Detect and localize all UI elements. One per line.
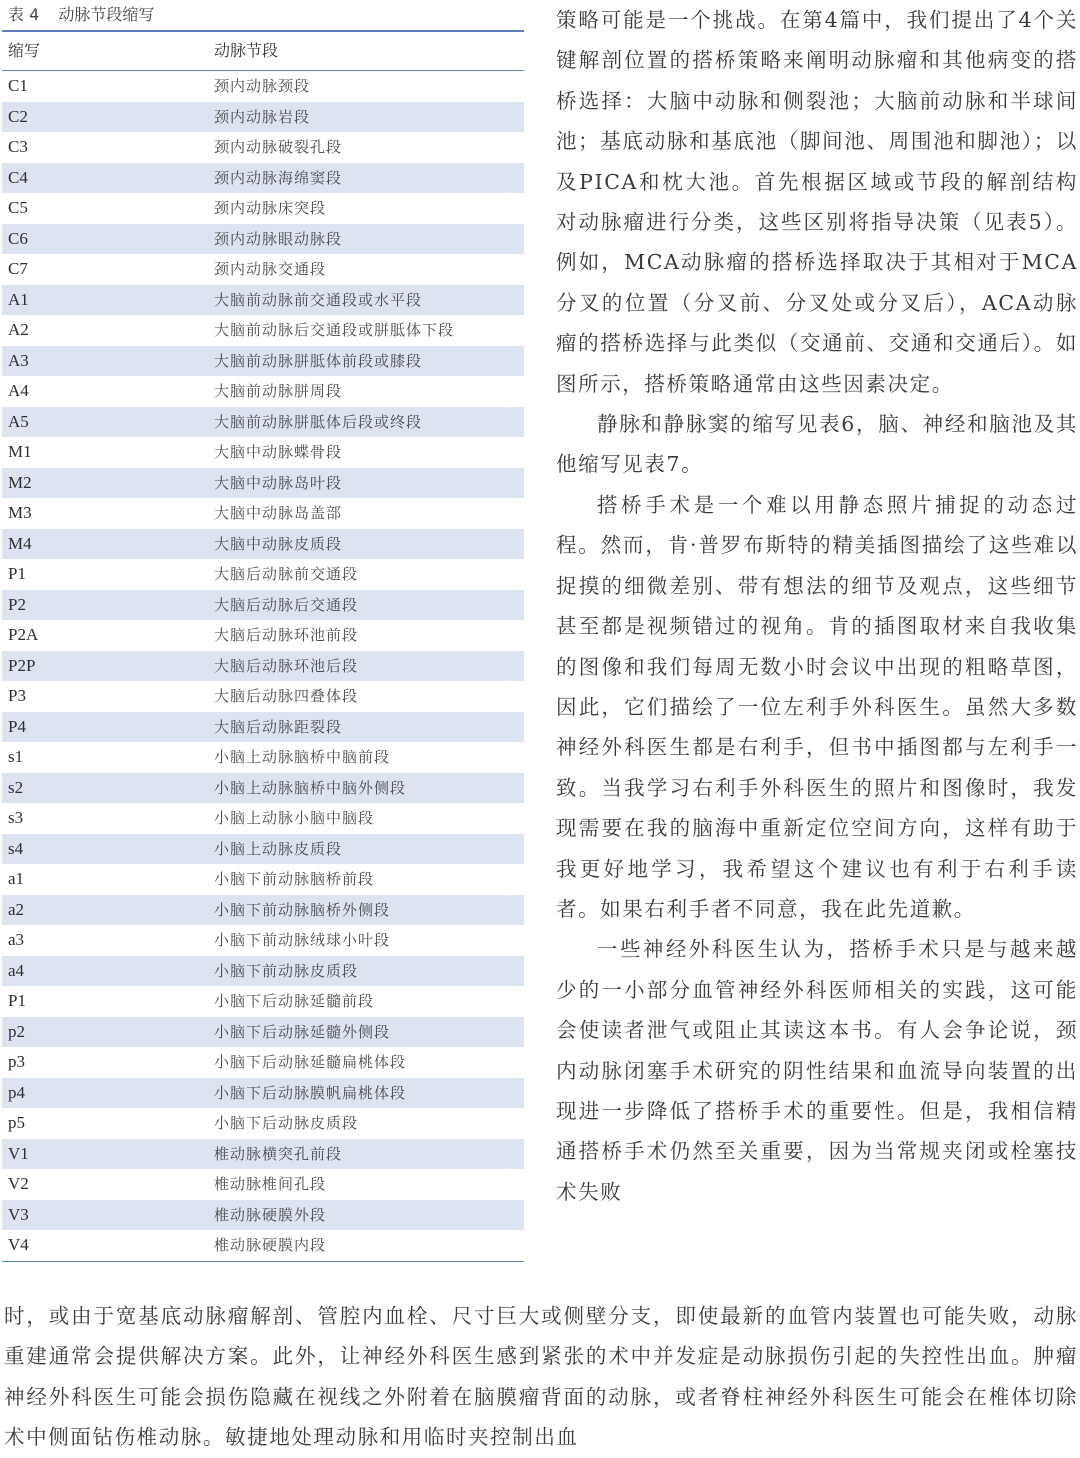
table-row [2, 834, 524, 865]
segment-cell: 颈内动脉床突段 [214, 199, 327, 217]
abbreviation-cell: A3 [8, 350, 29, 370]
abbreviation-cell: A1 [8, 289, 29, 309]
segment-cell: 椎动脉硬膜外段 [214, 1205, 327, 1224]
abbreviation-cell: P4 [8, 716, 26, 736]
table-row [2, 132, 524, 163]
abbreviation-cell: s3 [8, 808, 24, 827]
abbreviation-cell: P1 [8, 564, 26, 583]
abbreviation-cell: V4 [8, 1235, 29, 1254]
table-row [2, 712, 524, 743]
segment-cell: 大脑后动脉环池前段 [214, 626, 359, 644]
full-width-paragraph: 时，或由于宽基底动脉瘤解剖、管腔内血栓、尺寸巨大或侧壁分支，即使最新的血管内装置也可能失败，动脉重建通常会提供解决方案。此外，让神经外科医生感到紧张的术中并发症是动脉损伤引起的失控性出血。肿瘤神经外科医生可能会损伤隐藏在视线之外附着在脑膜瘤背面的动脉，或者脊柱神经外科医生可能会在椎体切除术中侧面钻伤椎动脉。敏捷地处理动脉和用临时夹控制出血 [4, 1304, 1078, 1450]
abbreviation-cell: C1 [8, 76, 28, 95]
segment-cell: 小脑下后动脉延髓扁桃体段 [214, 1053, 407, 1071]
table-row [2, 1017, 524, 1048]
table-row [2, 468, 524, 499]
table-row [2, 681, 524, 712]
segment-cell: 椎动脉椎间孔段 [214, 1175, 327, 1193]
abbreviation-cell: A2 [8, 320, 29, 339]
abbreviation-cell: C4 [8, 167, 28, 187]
table-row [2, 803, 524, 834]
table-row [2, 773, 524, 804]
table-row [2, 193, 524, 224]
abbreviation-cell: P2 [8, 594, 26, 614]
table-caption [2, 0, 524, 32]
abbreviation-cell: a1 [8, 869, 25, 888]
segment-cell: 颈内动脉眼动脉段 [214, 229, 343, 248]
table-row [2, 986, 524, 1017]
segment-cell: 大脑后动脉四叠体段 [214, 687, 359, 705]
abbreviation-cell: C7 [8, 259, 28, 278]
segment-cell: 大脑后动脉后交通段 [214, 595, 359, 614]
abbreviation-cell: C3 [8, 137, 28, 156]
abbreviation-cell: C6 [8, 228, 28, 248]
table-title: 动脉节段缩写 [58, 5, 155, 24]
header-segment: 动脉节段 [214, 41, 279, 60]
table-row [2, 71, 524, 102]
abbreviation-cell: p4 [8, 1082, 25, 1102]
table-number: 表 4 [8, 5, 40, 24]
abbreviation-cell: s1 [8, 747, 24, 766]
paragraph-3: 搭桥手术是一个难以用静态照片捕捉的动态过程。然而，肯·普罗布斯特的精美插图描绘了这些难以捉摸的细微差别、带有想法的细节及观点，这些细节甚至都是视频错过的视角。肯的插图取材来自我收集的图像和我们每周无数小时会议中出现的粗略草图，因此，它们描绘了一位左利手外科医生。虽然大多数神经外科医生都是右利手，但书中插图都与左利手一致。当我学习右利手外科医生的照片和图像时，我发现需要在我的脑海中重新定位空间方向，这样有助于我更好地学习，我希望这个建议也有利于右利手读者。如果右利手者不同意，我在此先道歉。 [556, 492, 1078, 921]
table-body [2, 71, 524, 1262]
segment-cell: 颈内动脉交通段 [214, 260, 327, 278]
segment-cell: 椎动脉硬膜内段 [214, 1236, 327, 1254]
segment-cell: 小脑上动脉脑桥中脑前段 [214, 748, 391, 766]
table-row [2, 1047, 524, 1078]
segment-cell: 小脑下前动脉脑桥前段 [214, 870, 375, 888]
abbreviation-cell: a3 [8, 930, 25, 949]
abbreviation-cell: s4 [8, 838, 24, 858]
segment-cell: 大脑中动脉皮质段 [214, 534, 343, 553]
abbreviation-table [2, 0, 524, 1262]
segment-cell: 小脑下前动脉皮质段 [214, 961, 359, 980]
segment-cell: 颈内动脉海绵窦段 [214, 168, 343, 187]
abbreviation-cell: M4 [8, 533, 32, 553]
table-row [2, 864, 524, 895]
table-row [2, 407, 524, 438]
segment-cell: 小脑上动脉小脑中脑段 [214, 809, 375, 827]
abbreviation-cell: p3 [8, 1052, 25, 1071]
segment-cell: 大脑前动脉胼胝体前段或膝段 [214, 351, 423, 370]
abbreviation-cell: A5 [8, 411, 29, 431]
segment-cell: 大脑后动脉前交通段 [214, 565, 359, 583]
segment-cell: 小脑上动脉皮质段 [214, 839, 343, 858]
abbreviation-cell: V2 [8, 1174, 29, 1193]
segment-cell: 大脑中动脉蝶骨段 [214, 443, 343, 461]
table-row [2, 346, 524, 377]
table-row [2, 376, 524, 407]
paragraph-2: 静脉和静脉窦的缩写见表6，脑、神经和脑池及其他缩写见表7。 [556, 412, 1078, 477]
paragraph-1: 策略可能是一个挑战。在第4篇中，我们提出了4个关键解剖位置的搭桥策略来阐明动脉瘤和其他病变的搭桥选择：大脑中动脉和侧裂池；大脑前动脉和半球间池；基底动脉和基底池（脚间池、周围池和脚池）；以及PICA和枕大池。首先根据区域或节段的解剖结构对动脉瘤进行分类，这些区别将指导决策（见表5）。例如，MCA动脉瘤的搭桥选择取决于其相对于MCA分叉的位置（分叉前、分叉处或分叉后），ACA动脉瘤的搭桥选择与此类似（交通前、交通和交通后）。如图所示，搭桥策略通常由这些因素决定。 [556, 8, 1078, 396]
abbreviation-cell: V1 [8, 1143, 29, 1163]
table-row [2, 895, 524, 926]
segment-cell: 小脑下前动脉绒球小叶段 [214, 931, 391, 949]
paragraph-4: 一些神经外科医生认为，搭桥手术只是与越来越少的一小部分血管神经外科医师相关的实践，这可能会使读者泄气或阻止其读这本书。有人会争论说，颈内动脉闭塞手术研究的阴性结果和血流导向装置的出现进一步降低了搭桥手术的重要性。但是，我相信精通搭桥手术仍然至关重要，因为当常规夹闭或栓塞技术失败 [556, 937, 1078, 1204]
segment-cell: 大脑后动脉环池后段 [214, 656, 359, 675]
table-row [2, 102, 524, 133]
segment-cell: 小脑下后动脉皮质段 [214, 1114, 359, 1132]
segment-cell: 大脑前动脉胼胝体后段或终段 [214, 412, 423, 431]
segment-cell: 小脑上动脉脑桥中脑外侧段 [214, 778, 407, 797]
segment-cell: 大脑后动脉距裂段 [214, 717, 343, 736]
table-row [2, 956, 524, 987]
table-row [2, 1108, 524, 1139]
table-row [2, 620, 524, 651]
abbreviation-cell: M1 [8, 442, 32, 461]
abbreviation-cell: P1 [8, 991, 26, 1010]
header-abbreviation: 缩写 [8, 41, 41, 60]
segment-cell: 大脑中动脉岛盖部 [214, 504, 343, 522]
segment-cell: 颈内动脉破裂孔段 [214, 138, 343, 156]
segment-cell: 大脑前动脉前交通段或水平段 [214, 290, 423, 309]
table-row [2, 254, 524, 285]
abbreviation-cell: p5 [8, 1113, 25, 1132]
abbreviation-cell: P3 [8, 686, 26, 705]
abbreviation-cell: M2 [8, 472, 32, 492]
abbreviation-cell: C2 [8, 106, 28, 126]
segment-cell: 大脑前动脉胼周段 [214, 382, 343, 400]
table-row [2, 1169, 524, 1200]
right-text-column [556, 0, 1078, 1212]
table-row [2, 651, 524, 682]
segment-cell: 小脑下后动脉膜帆扁桃体段 [214, 1083, 407, 1102]
table-header-row [2, 32, 524, 71]
abbreviation-cell: M3 [8, 503, 32, 522]
table-row [2, 742, 524, 773]
segment-cell: 颈内动脉岩段 [214, 107, 311, 126]
abbreviation-cell: P2A [8, 625, 39, 644]
abbreviation-cell: V3 [8, 1204, 29, 1224]
table-row [2, 437, 524, 468]
segment-cell: 椎动脉横突孔前段 [214, 1144, 343, 1163]
table-row [2, 315, 524, 346]
table-row [2, 1200, 524, 1231]
table-row [2, 1139, 524, 1170]
segment-cell: 小脑下后动脉延髓前段 [214, 992, 375, 1010]
table-row [2, 285, 524, 316]
abbreviation-cell: s2 [8, 777, 24, 797]
abbreviation-cell: C5 [8, 198, 28, 217]
segment-cell: 大脑中动脉岛叶段 [214, 473, 343, 492]
segment-cell: 颈内动脉颈段 [214, 77, 311, 95]
table-row [2, 1230, 524, 1261]
segment-cell: 小脑下前动脉脑桥外侧段 [214, 900, 391, 919]
table-row [2, 1078, 524, 1109]
table-row [2, 163, 524, 194]
table-row [2, 925, 524, 956]
abbreviation-cell: a4 [8, 960, 25, 980]
segment-cell: 大脑前动脉后交通段或胼胝体下段 [214, 321, 455, 339]
table-row [2, 559, 524, 590]
table-row [2, 498, 524, 529]
table-row [2, 590, 524, 621]
abbreviation-cell: a2 [8, 899, 25, 919]
abbreviation-cell: A4 [8, 381, 29, 400]
abbreviation-cell: p2 [8, 1021, 25, 1041]
abbreviation-cell: P2P [8, 655, 36, 675]
table-row [2, 529, 524, 560]
table-row [2, 224, 524, 255]
segment-cell: 小脑下后动脉延髓外侧段 [214, 1022, 391, 1041]
